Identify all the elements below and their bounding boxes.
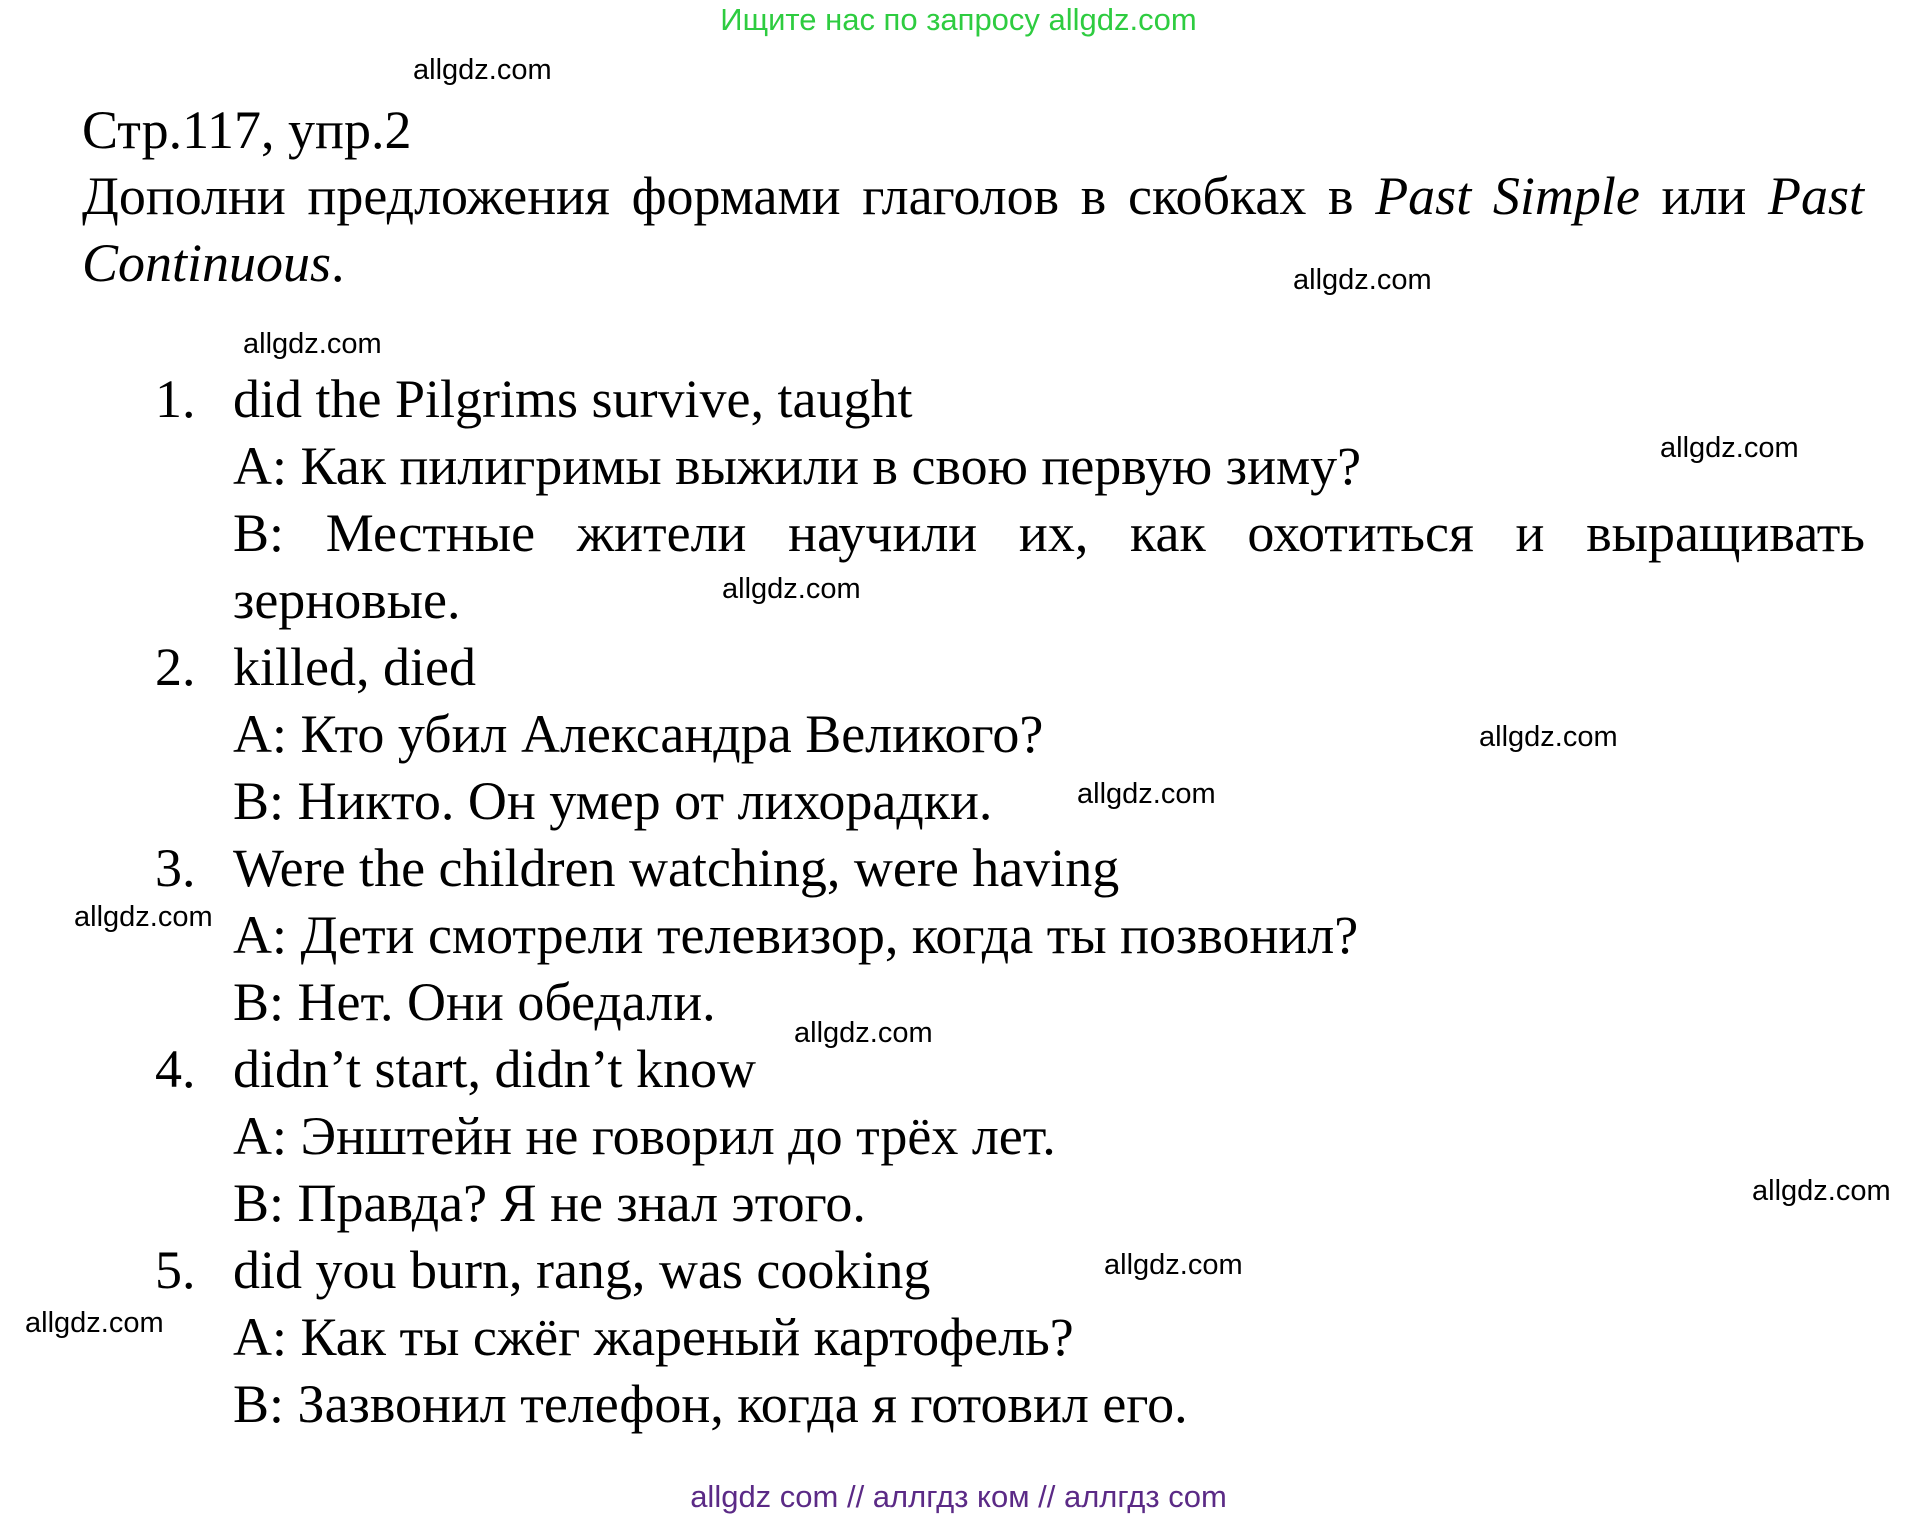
task-statement [82,163,1864,297]
watermark: allgdz.com [243,328,382,360]
item-answer: Were the children watching, were having [233,838,1120,898]
item-number: 4. [155,1039,196,1099]
item-number: 3. [155,838,196,898]
item-number: 5. [155,1240,196,1300]
item-answer: did you burn, rang, was cooking [233,1240,931,1300]
dialogue-line-a: A: Как пилигримы выжили в свою первую зиму? [233,436,1362,496]
task-text-middle: или [1639,166,1768,226]
dialogue-line-b: B: Никто. Он умер от лихорадки. [233,771,993,831]
watermark: allgdz.com [1752,1175,1891,1207]
item-number: 2. [155,637,196,697]
watermark: allgdz.com [1293,264,1432,296]
dialogue-line-a: A: Энштейн не говорил до трёх лет. [233,1106,1056,1166]
item-answer: killed, died [233,637,476,697]
watermark: allgdz.com [794,1017,933,1049]
dialogue-line-a: A: Дети смотрели телевизор, когда ты позвонил? [233,905,1359,965]
item-answer: didn’t start, didn’t know [233,1039,756,1099]
watermark: allgdz.com [1479,721,1618,753]
task-term-past-continuous: Past Continuous [82,166,1864,293]
watermark: allgdz.com [74,901,213,933]
task-term-past-simple: Past Simple [1375,166,1640,226]
dialogue-line-b: B: Зазвонил телефон, когда я готовил его. [233,1374,1188,1434]
watermark: allgdz.com [413,54,552,86]
dialogue-line-a: A: Как ты сжёг жареный картофель? [233,1307,1074,1367]
dialogue-line-b: B: Нет. Они обедали. [233,972,716,1032]
watermark: allgdz.com [1104,1249,1243,1281]
dialogue-line-b: B: Правда? Я не знал этого. [233,1173,866,1233]
dialogue-line-a: A: Кто убил Александра Великого? [233,704,1044,764]
item-answer: did the Pilgrims survive, taught [233,369,913,429]
watermark: allgdz.com [722,573,861,605]
dialogue-line-b: B: Местные жители научили их, как охотиться и выращивать зерновые. [233,503,1865,630]
exercise-heading: Стр.117, упр.2 [82,100,412,160]
watermark: allgdz.com [1660,432,1799,464]
site-banner: Ищите нас по запросу allgdz.com [720,2,1197,37]
watermark: allgdz.com [25,1307,164,1339]
item-number: 1. [155,369,196,429]
task-text-before: Дополни предложения формами глаголов в скобках в [82,166,1376,226]
site-footer: allgdz com // аллгдз ком // аллгдз com [690,1479,1227,1514]
task-text-after: . [331,233,345,293]
watermark: allgdz.com [1077,778,1216,810]
